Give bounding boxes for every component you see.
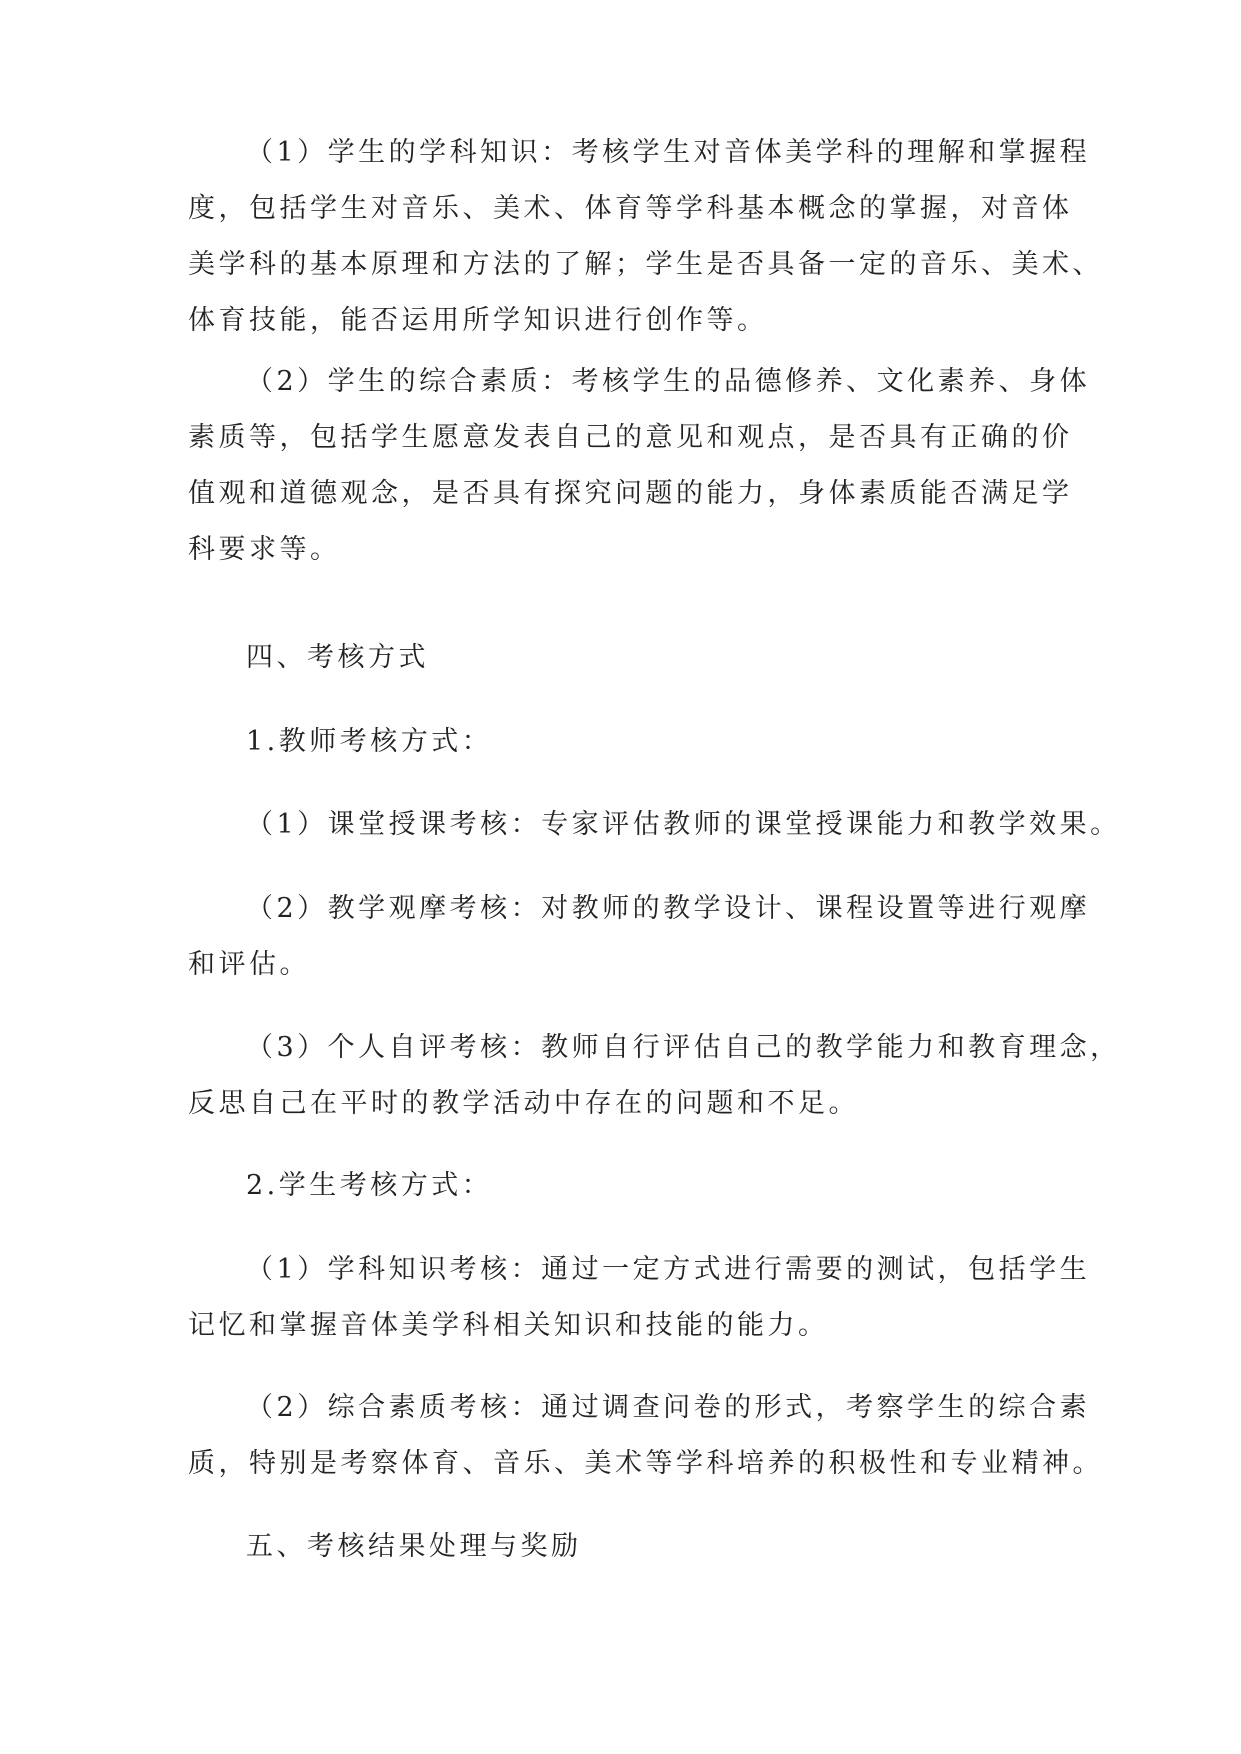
text-line: 美学科的基本原理和方法的了解；学生是否具备一定的音乐、美术、 (188, 249, 1103, 280)
paragraph-student-overall-quality (188, 354, 1091, 578)
paragraph-classroom-teaching-assessment (188, 797, 1121, 853)
text-line: （1）学生的学科知识：考核学生对音体美学科的理解和掌握程 (246, 137, 1091, 168)
paragraph-self-assessment (188, 1020, 1121, 1132)
text-line: 科要求等。 (188, 534, 341, 565)
text-line: 反思自己在平时的教学活动中存在的问题和不足。 (188, 1088, 859, 1119)
subheading-teacher-assessment: 1.教师考核方式： (246, 726, 493, 757)
text-line: 记忆和掌握音体美学科相关知识和技能的能力。 (188, 1310, 829, 1341)
text-line: （1）学科知识考核：通过一定方式进行需要的测试，包括学生 (246, 1254, 1091, 1285)
text-line: （2）学生的综合素质：考核学生的品德修养、文化素养、身体 (246, 366, 1091, 397)
subheading-student-assessment: 2.学生考核方式： (246, 1170, 493, 1201)
text-line: （3）个人自评考核：教师自行评估自己的教学能力和教育理念， (246, 1032, 1121, 1063)
text-line: 体育技能，能否运用所学知识进行创作等。 (188, 305, 768, 336)
text-line: 质，特别是考察体育、音乐、美术等学科培养的积极性和专业精神。 (188, 1448, 1103, 1479)
section-heading-assessment-methods: 四、考核方式 (246, 642, 429, 673)
paragraph-student-subject-knowledge (188, 125, 1103, 349)
text-line: 和评估。 (188, 949, 310, 980)
section-heading-results-and-rewards: 五、考核结果处理与奖励 (246, 1531, 582, 1562)
text-line: 度，包括学生对音乐、美术、体育等学科基本概念的掌握，对音体 (188, 193, 1073, 224)
text-line: 素质等，包括学生愿意发表自己的意见和观点，是否具有正确的价 (188, 422, 1073, 453)
paragraph-overall-quality-assessment (188, 1380, 1103, 1492)
text-line: 值观和道德观念，是否具有探究问题的能力，身体素质能否满足学 (188, 478, 1073, 509)
text-line: （2）综合素质考核：通过调查问卷的形式，考察学生的综合素 (246, 1392, 1091, 1423)
paragraph-teaching-observation-assessment (188, 881, 1091, 993)
text-line: （1）课堂授课考核：专家评估教师的课堂授课能力和教学效果。 (246, 809, 1121, 840)
text-line: （2）教学观摩考核：对教师的教学设计、课程设置等进行观摩 (246, 893, 1091, 924)
paragraph-subject-knowledge-assessment (188, 1242, 1091, 1354)
